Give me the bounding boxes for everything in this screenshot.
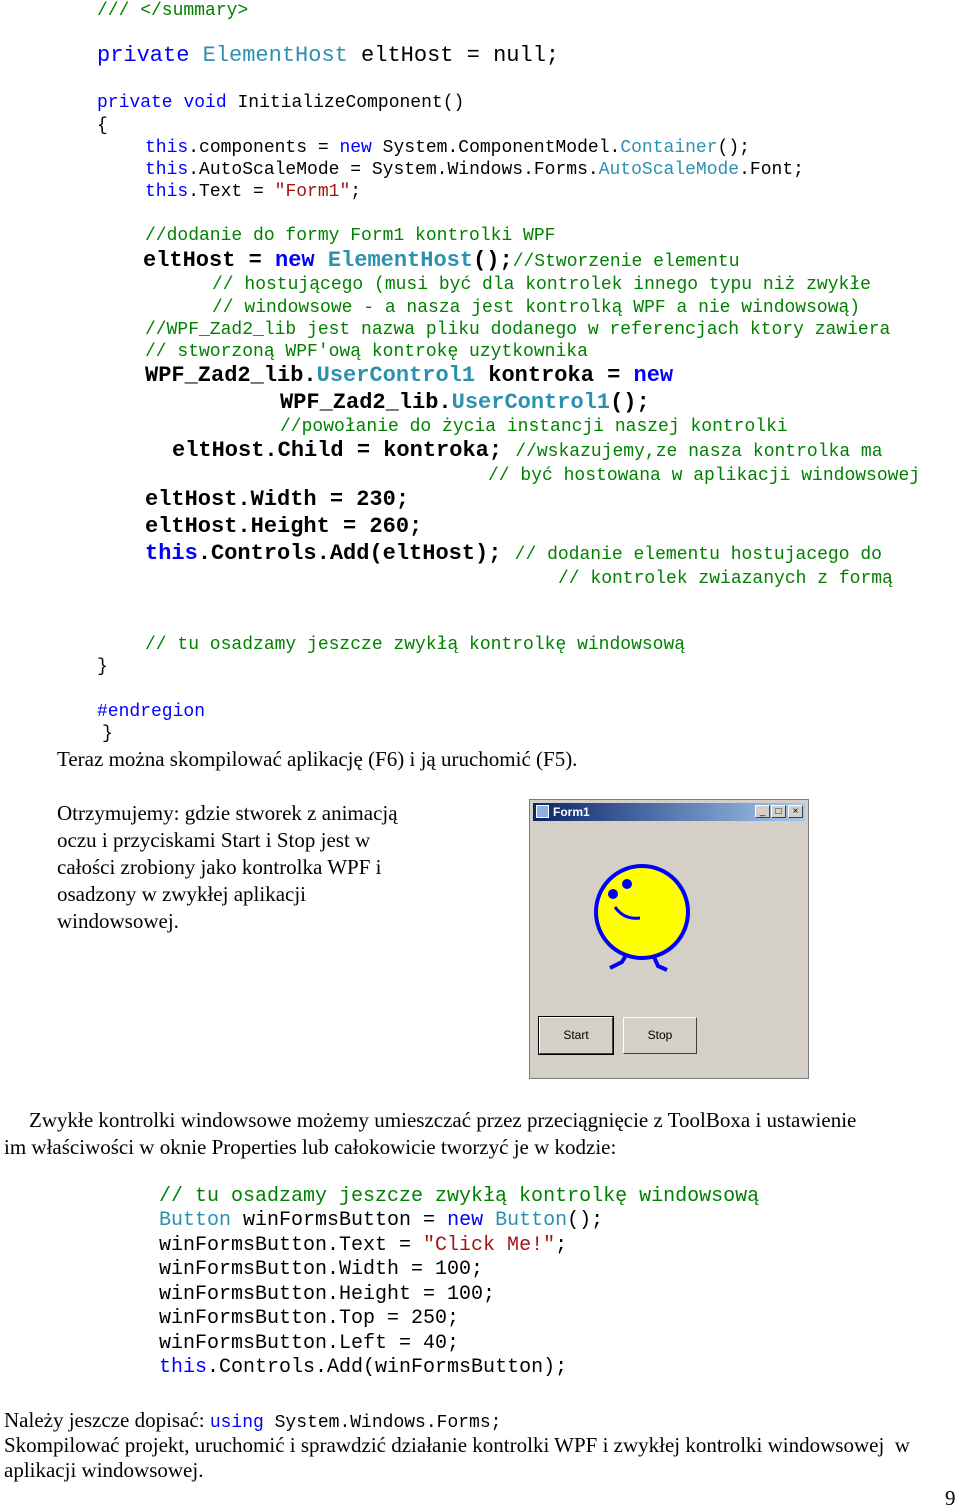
code-comment-windowsowe: // windowsowe - a nasza jest kontrolką WPF a nie windowsową): [212, 298, 861, 318]
code2-line-height: winFormsButton.Height = 100;: [159, 1283, 496, 1306]
code-comment-tu: // tu osadzamy jeszcze zwykłą kontrolkę windowsową: [145, 635, 686, 655]
creature-body: [596, 866, 688, 958]
code-line-field: private ElementHost eltHost = null;: [97, 43, 560, 68]
result-line: windowsowej.: [57, 909, 179, 933]
code2-line-button-decl: Button winFormsButton = new Button();: [159, 1209, 604, 1232]
code-line-autoscale: this.AutoScaleMode = System.Windows.Forms.AutoScaleMode.Font;: [145, 160, 804, 180]
code-comment-byc: // być hostowana w aplikacji windowsowej: [488, 466, 921, 486]
code2-line-top: winFormsButton.Top = 250;: [159, 1307, 460, 1330]
code-comment-kontrolek: // kontrolek zwiazanych z formą: [558, 569, 893, 589]
code2-line-width: winFormsButton.Width = 100;: [159, 1258, 484, 1281]
code-line-child: eltHost.Child = kontroka; //wskazujemy,ze nasza kontrolka ma: [172, 438, 883, 463]
code-line-width: eltHost.Width = 230;: [145, 487, 410, 512]
code-line-components: this.components = new System.ComponentModel.Container();: [145, 138, 750, 158]
creature-eye-left: [608, 889, 618, 899]
result-line: całości zrobiony jako kontrolka WPF i: [57, 855, 382, 879]
code-line-brace-open: {: [97, 116, 108, 136]
result-line: osadzony w zwykłej aplikacji: [57, 882, 307, 906]
minimize-button[interactable]: _: [755, 805, 770, 818]
paragraph-result: [57, 800, 398, 935]
form1-window: [529, 799, 809, 1079]
code-line-height: eltHost.Height = 260;: [145, 514, 423, 539]
code-line-usercontrol-decl: WPF_Zad2_lib.UserControl1 kontroka = new: [145, 363, 674, 388]
code-line-usercontrol-new: WPF_Zad2_lib.UserControl1();: [280, 390, 650, 415]
result-line: Otrzymujemy: gdzie stworek z animacją: [57, 801, 398, 825]
code2-line-left: winFormsButton.Left = 40;: [159, 1332, 460, 1355]
paragraph-skompilowac-2: aplikacji windowsowej.: [4, 1458, 204, 1482]
paragraph-zwykle-1: Zwykłe kontrolki windowsowe możemy umieszczać przez przeciągnięcie z ToolBoxa i ustawienie: [29, 1108, 857, 1132]
code2-line-controls-add: this.Controls.Add(winFormsButton);: [159, 1356, 568, 1379]
code2-line-text: winFormsButton.Text = "Click Me!";: [159, 1234, 568, 1257]
code-line-summary-end: /// </summary>: [97, 1, 249, 21]
code-line-method-signature: private void InitializeComponent(): [97, 93, 465, 113]
maximize-button[interactable]: □: [771, 805, 786, 818]
code-comment-wpfzad: //WPF_Zad2_lib jest nazwa pliku dodanego w referencjach ktory zawiera: [145, 320, 891, 340]
paragraph-skompilowac-1: Skompilować projekt, uruchomić i sprawdzić działanie kontrolki WPF i zwykłej kontrolki windowsowej w: [4, 1433, 910, 1457]
code-line-brace-close-2: }: [102, 724, 113, 744]
code-line-brace-close: }: [97, 657, 108, 677]
stop-button[interactable]: Stop: [623, 1017, 697, 1054]
close-button[interactable]: ×: [788, 805, 803, 818]
code-comment-hostujacego: // hostującego (musi być dla kontrolek innego typu niż zwykłe: [212, 275, 871, 295]
code-line-endregion: #endregion: [97, 702, 206, 722]
result-line: oczu i przyciskami Start i Stop jest w: [57, 828, 371, 852]
creature-eye-right: [622, 879, 632, 889]
code-comment-stworzona: // stworzoną WPF'ową kontrokę uzytkownika: [145, 342, 588, 362]
form1-title: Form1: [553, 805, 590, 819]
page-number: 9: [945, 1486, 956, 1510]
code-line-text: this.Text = "Form1";: [145, 182, 362, 202]
code-comment-powolanie: //powołanie do życia instancji naszej kontrolki: [280, 417, 788, 437]
code-comment-dodanie: //dodanie do formy Form1 kontrolki WPF: [145, 226, 556, 246]
code-line-controls-add: this.Controls.Add(eltHost); // dodanie elementu hostujacego do: [145, 541, 882, 566]
start-button[interactable]: Start: [539, 1017, 613, 1054]
code-line-elementhost: eltHost = new ElementHost();//Stworzenie elementu: [143, 248, 740, 273]
code2-comment: // tu osadzamy jeszcze zwykłą kontrolkę windowsową: [159, 1185, 760, 1208]
paragraph-zwykle-2: im właściwości w oknie Properties lub całokowicie tworzyć je w kodzie:: [4, 1135, 617, 1159]
paragraph-compile: Teraz można skompilować aplikację (F6) i ją uruchomić (F5).: [57, 747, 578, 771]
paragraph-nalezy: Należy jeszcze dopisać: using System.Windows.Forms;: [4, 1408, 502, 1433]
